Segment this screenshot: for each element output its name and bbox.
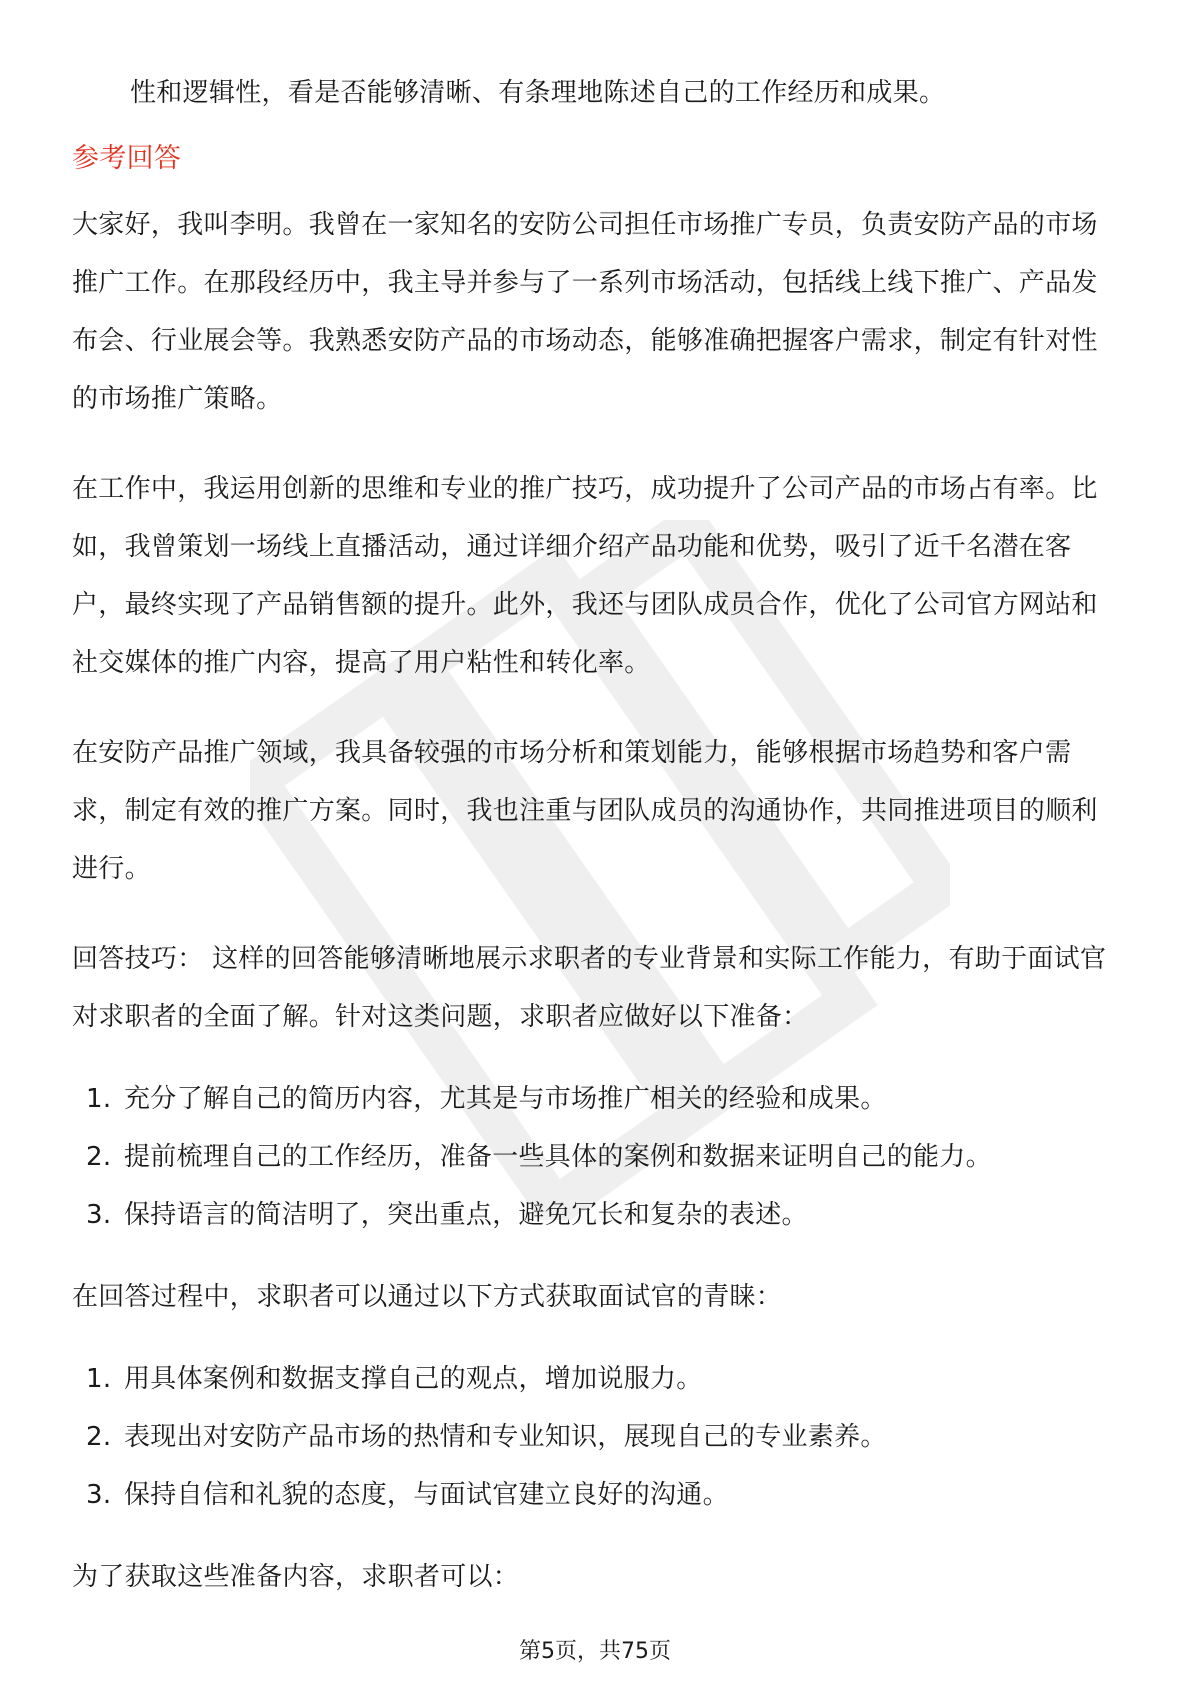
paragraph-4: 回答技巧： 这样的回答能够清晰地展示求职者的专业背景和实际工作能力，有助于面试官对求职者的全面了解。针对这类问题，求职者应做好以下准备： <box>72 944 1107 1032</box>
list-text: 保持语言的简洁明了，突出重点，避免冗长和复杂的表述。 <box>124 1200 808 1230</box>
paragraph-3: 在安防产品推广领域，我具备较强的市场分析和策划能力，能够根据市场趋势和客户需求，制定有效的推广方案。同时，我也注重与团队成员的沟通协作，共同推进项目的顺利进行。 <box>72 738 1098 884</box>
list-number: 2. <box>86 1422 112 1452</box>
list-number: 3. <box>86 1200 112 1230</box>
list-item <box>72 1128 1120 1186</box>
impression-list <box>72 1350 1120 1524</box>
list-item <box>72 1466 1120 1524</box>
list-text: 表现出对安防产品市场的热情和专业知识，展现自己的专业素养。 <box>124 1422 887 1452</box>
list-item <box>72 1186 1120 1244</box>
preparation-list <box>72 1070 1120 1244</box>
list-text: 提前梳理自己的工作经历，准备一些具体的案例和数据来证明自己的能力。 <box>124 1142 992 1172</box>
list-number: 1. <box>86 1084 112 1114</box>
paragraph-6: 为了获取这些准备内容，求职者可以： <box>72 1562 520 1592</box>
list-number: 1. <box>86 1364 112 1394</box>
list-number: 2. <box>86 1142 112 1172</box>
intro-tail-text: 性和逻辑性，看是否能够清晰、有条理地陈述自己的工作经历和成果。 <box>130 78 946 108</box>
section-heading: 参考回答 <box>72 143 182 174</box>
paragraph-2: 在工作中，我运用创新的思维和专业的推广技巧，成功提升了公司产品的市场占有率。比如，我曾策划一场线上直播活动，通过详细介绍产品功能和优势，吸引了近千名潜在客户，最终实现了产品销售额的提升。此外，我还与团队成员合作，优化了公司官方网站和社交媒体的推广内容，提高了用户粘性和转化率。 <box>72 474 1098 678</box>
list-text: 保持自信和礼貌的态度，与面试官建立良好的沟通。 <box>124 1480 729 1510</box>
list-text: 充分了解自己的简历内容，尤其是与市场推广相关的经验和成果。 <box>124 1084 887 1114</box>
list-item <box>72 1350 1120 1408</box>
paragraph-5: 在回答过程中，求职者可以通过以下方式获取面试官的青睐： <box>72 1282 783 1312</box>
paragraph-1: 大家好，我叫李明。我曾在一家知名的安防公司担任市场推广专员，负责安防产品的市场推广工作。在那段经历中，我主导并参与了一系列市场活动，包括线上线下推广、产品发布会、行业展会等。我熟悉安防产品的市场动态，能够准确把握客户需求，制定有针对性的市场推广策略。 <box>72 210 1098 414</box>
list-text: 用具体案例和数据支撑自己的观点，增加说服力。 <box>124 1364 703 1394</box>
list-item <box>72 1070 1120 1128</box>
list-number: 3. <box>86 1480 112 1510</box>
document-content <box>72 64 1120 1606</box>
page-number-footer: 第5页，共75页 <box>519 1639 671 1664</box>
list-item <box>72 1408 1120 1466</box>
